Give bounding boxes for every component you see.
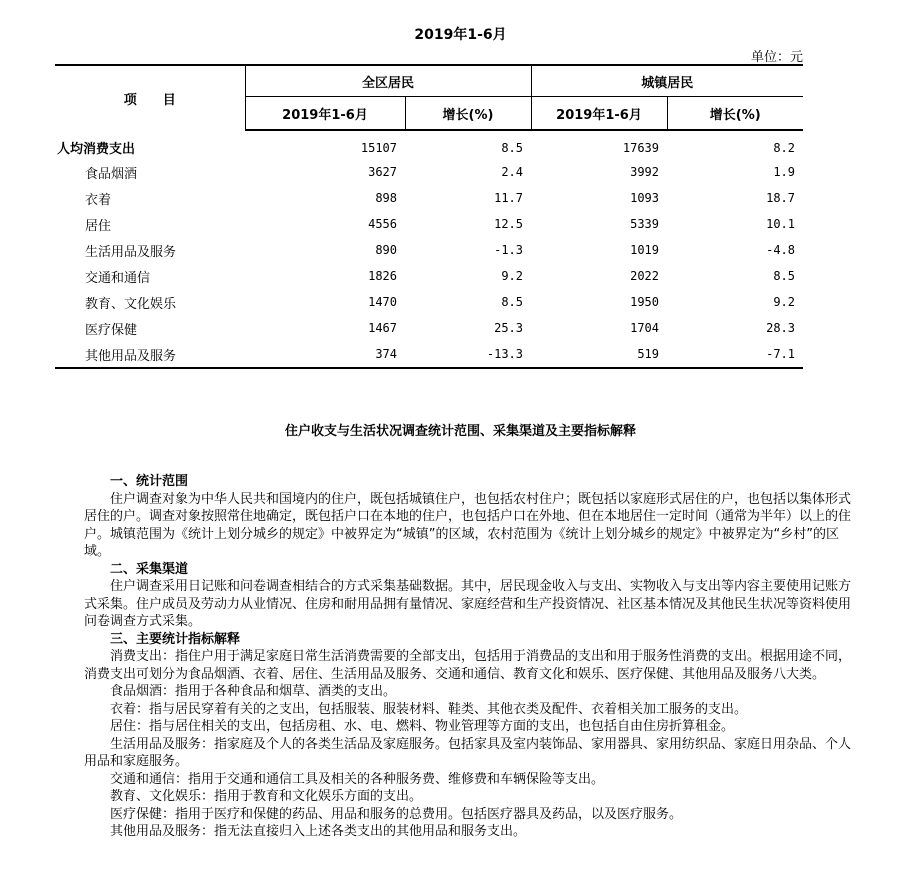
row-name: 交通和通信 [85, 270, 151, 286]
row-name: 生活用品及服务 [85, 244, 177, 260]
cell-all-value: 15107 [360, 141, 397, 155]
cell-urban-value: 2022 [630, 269, 659, 283]
cell-all-growth: -1.3 [494, 243, 523, 257]
sub-header-all-growth: 增长(%) [405, 97, 531, 131]
group-header-all: 全区居民 [245, 65, 531, 97]
sub-header-urban-value: 2019年1-6月 [531, 97, 667, 131]
cell-all-growth: 9.2 [501, 269, 523, 283]
cell-urban-growth: 10.1 [766, 217, 795, 231]
row-name: 其他用品及服务 [55, 341, 245, 368]
cell-urban-value: 1704 [630, 321, 659, 335]
cell-all-value: 1467 [368, 321, 397, 335]
cell-urban-growth: 8.5 [773, 269, 795, 283]
row-name: 医疗保健 [85, 322, 138, 338]
row-name: 教育、文化娱乐 [85, 296, 177, 312]
definition-clothing: 衣着：指与居民穿着有关的之支出，包括服装、服装材料、鞋类、其他衣类及配件、衣着相关加工服务的支出。 [110, 701, 748, 717]
cell-all-growth: 12.5 [494, 217, 523, 231]
cell-urban-value: 5339 [630, 217, 659, 231]
table-row [55, 211, 803, 237]
cell-urban-growth: 8.2 [773, 141, 795, 155]
cell-all-growth: -13.3 [405, 341, 531, 368]
cell-all-value: 4556 [368, 217, 397, 231]
cell-urban-value: 519 [531, 341, 667, 368]
row-name: 居住 [85, 218, 112, 234]
table-row [55, 159, 803, 185]
paragraph-channels: 住户调查采用日记账和问卷调查相结合的方式采集基础数据。其中，居民现金收入与支出、实物收入与支出等内容主要使用记账方式采集。住户成员及劳动力从业情况、住房和耐用品拥有量情况、家庭经营和生产投资情况、社区基本情况及其他民生状况等资料使用问卷调查方式采集。 [84, 579, 852, 629]
cell-urban-growth: -7.1 [667, 341, 803, 368]
cell-all-value: 3627 [368, 165, 397, 179]
cell-all-growth: 8.5 [501, 141, 523, 155]
section-heading-indicators: 三、主要统计指标解释 [110, 631, 241, 647]
paragraph-scope: 住户调查对象为中华人民共和国境内的住户，既包括城镇住户，也包括农村住户；既包括以家庭形式居住的户，也包括以集体形式居住的户。调查对象按照常住地确定，既包括户口在本地的住户，也包括户口在外地、但在本地居住一定时间（通常为半年）以上的住户。城镇范围为《统计上划分城乡的规定》中被界定为“城镇”的区域，农村范围为《统计上划分城乡的规定》中被界定为“乡村”的区域。 [84, 491, 852, 559]
cell-all-growth: 8.5 [501, 295, 523, 309]
row-name: 衣着 [85, 192, 112, 208]
definition-healthcare: 医疗保健：指用于医疗和保健的药品、用品和服务的总费用。包括医疗器具及药品，以及医疗服务。 [110, 806, 683, 822]
cell-urban-value: 17639 [622, 141, 659, 155]
cell-urban-growth: 9.2 [773, 295, 795, 309]
period-title: 2019年1-6月 [414, 27, 507, 43]
table-row [55, 185, 803, 211]
group-header-urban: 城镇居民 [531, 65, 803, 97]
cell-all-value: 898 [375, 191, 397, 205]
cell-all-value: 374 [245, 341, 405, 368]
definition-other: 其他用品及服务：指无法直接归入上述各类支出的其他用品和服务支出。 [110, 824, 527, 839]
unit-label: 单位：元 [750, 50, 803, 65]
cell-all-value: 1470 [368, 295, 397, 309]
cell-urban-value: 1019 [630, 243, 659, 257]
definition-housing: 居住：指与居住相关的支出，包括房租、水、电、燃料、物业管理等方面的支出，也包括自由住房折算租金。 [110, 719, 735, 734]
consumption-table [55, 64, 803, 369]
cell-urban-value: 1093 [630, 191, 659, 205]
table-row [55, 237, 803, 263]
table-row [55, 130, 803, 159]
definition-household-goods: 生活用品及服务：指家庭及个人的各类生活品及家庭服务。包括家具及室内装饰品、家用器具、家用纺织品、家庭日用杂品、个人用品和家庭服务。 [84, 736, 852, 769]
definition-transport: 交通和通信：指用于交通和通信工具及相关的各种服务费、维修费和车辆保险等支出。 [110, 771, 605, 787]
table-row [55, 315, 803, 341]
row-name: 人均消费支出 [57, 142, 136, 157]
cell-urban-growth: 28.3 [766, 321, 795, 335]
cell-urban-value: 3992 [630, 165, 659, 179]
cell-all-growth: 25.3 [494, 321, 523, 335]
cell-urban-growth: 1.9 [773, 165, 795, 179]
definition-education: 教育、文化娱乐：指用于教育和文化娱乐方面的支出。 [110, 789, 423, 804]
definition-food: 食品烟酒：指用于各种食品和烟草、酒类的支出。 [110, 684, 397, 699]
row-name: 食品烟酒 [85, 166, 138, 182]
cell-urban-value: 1950 [630, 295, 659, 309]
cell-all-growth: 2.4 [501, 165, 523, 179]
definition-consumption: 消费支出：指住户用于满足家庭日常生活消费需要的全部支出，包括用于消费品的支出和用于服务性消费的支出。根据用途不同，消费支出可划分为食品烟酒、衣着、居住、生活用品及服务、交通和通信、教育文化和娱乐、医疗保健、其他用品及服务八大类。 [84, 649, 852, 682]
cell-all-value: 890 [375, 243, 397, 257]
item-header: 项 目 [55, 65, 245, 130]
sub-header-urban-growth: 增长(%) [667, 97, 803, 131]
cell-urban-growth: 18.7 [766, 191, 795, 205]
section-heading-channels: 二、采集渠道 [110, 561, 189, 577]
table-row [55, 341, 803, 368]
cell-urban-growth: -4.8 [766, 243, 795, 257]
explanation-text [84, 473, 856, 841]
section-heading-scope: 一、统计范围 [110, 474, 189, 489]
table-row [55, 289, 803, 315]
table-row [55, 263, 803, 289]
sub-header-all-value: 2019年1-6月 [245, 97, 405, 131]
cell-all-value: 1826 [368, 269, 397, 283]
cell-all-growth: 11.7 [494, 191, 523, 205]
section-title: 住户收支与生活状况调查统计范围、采集渠道及主要指标解释 [284, 424, 636, 439]
